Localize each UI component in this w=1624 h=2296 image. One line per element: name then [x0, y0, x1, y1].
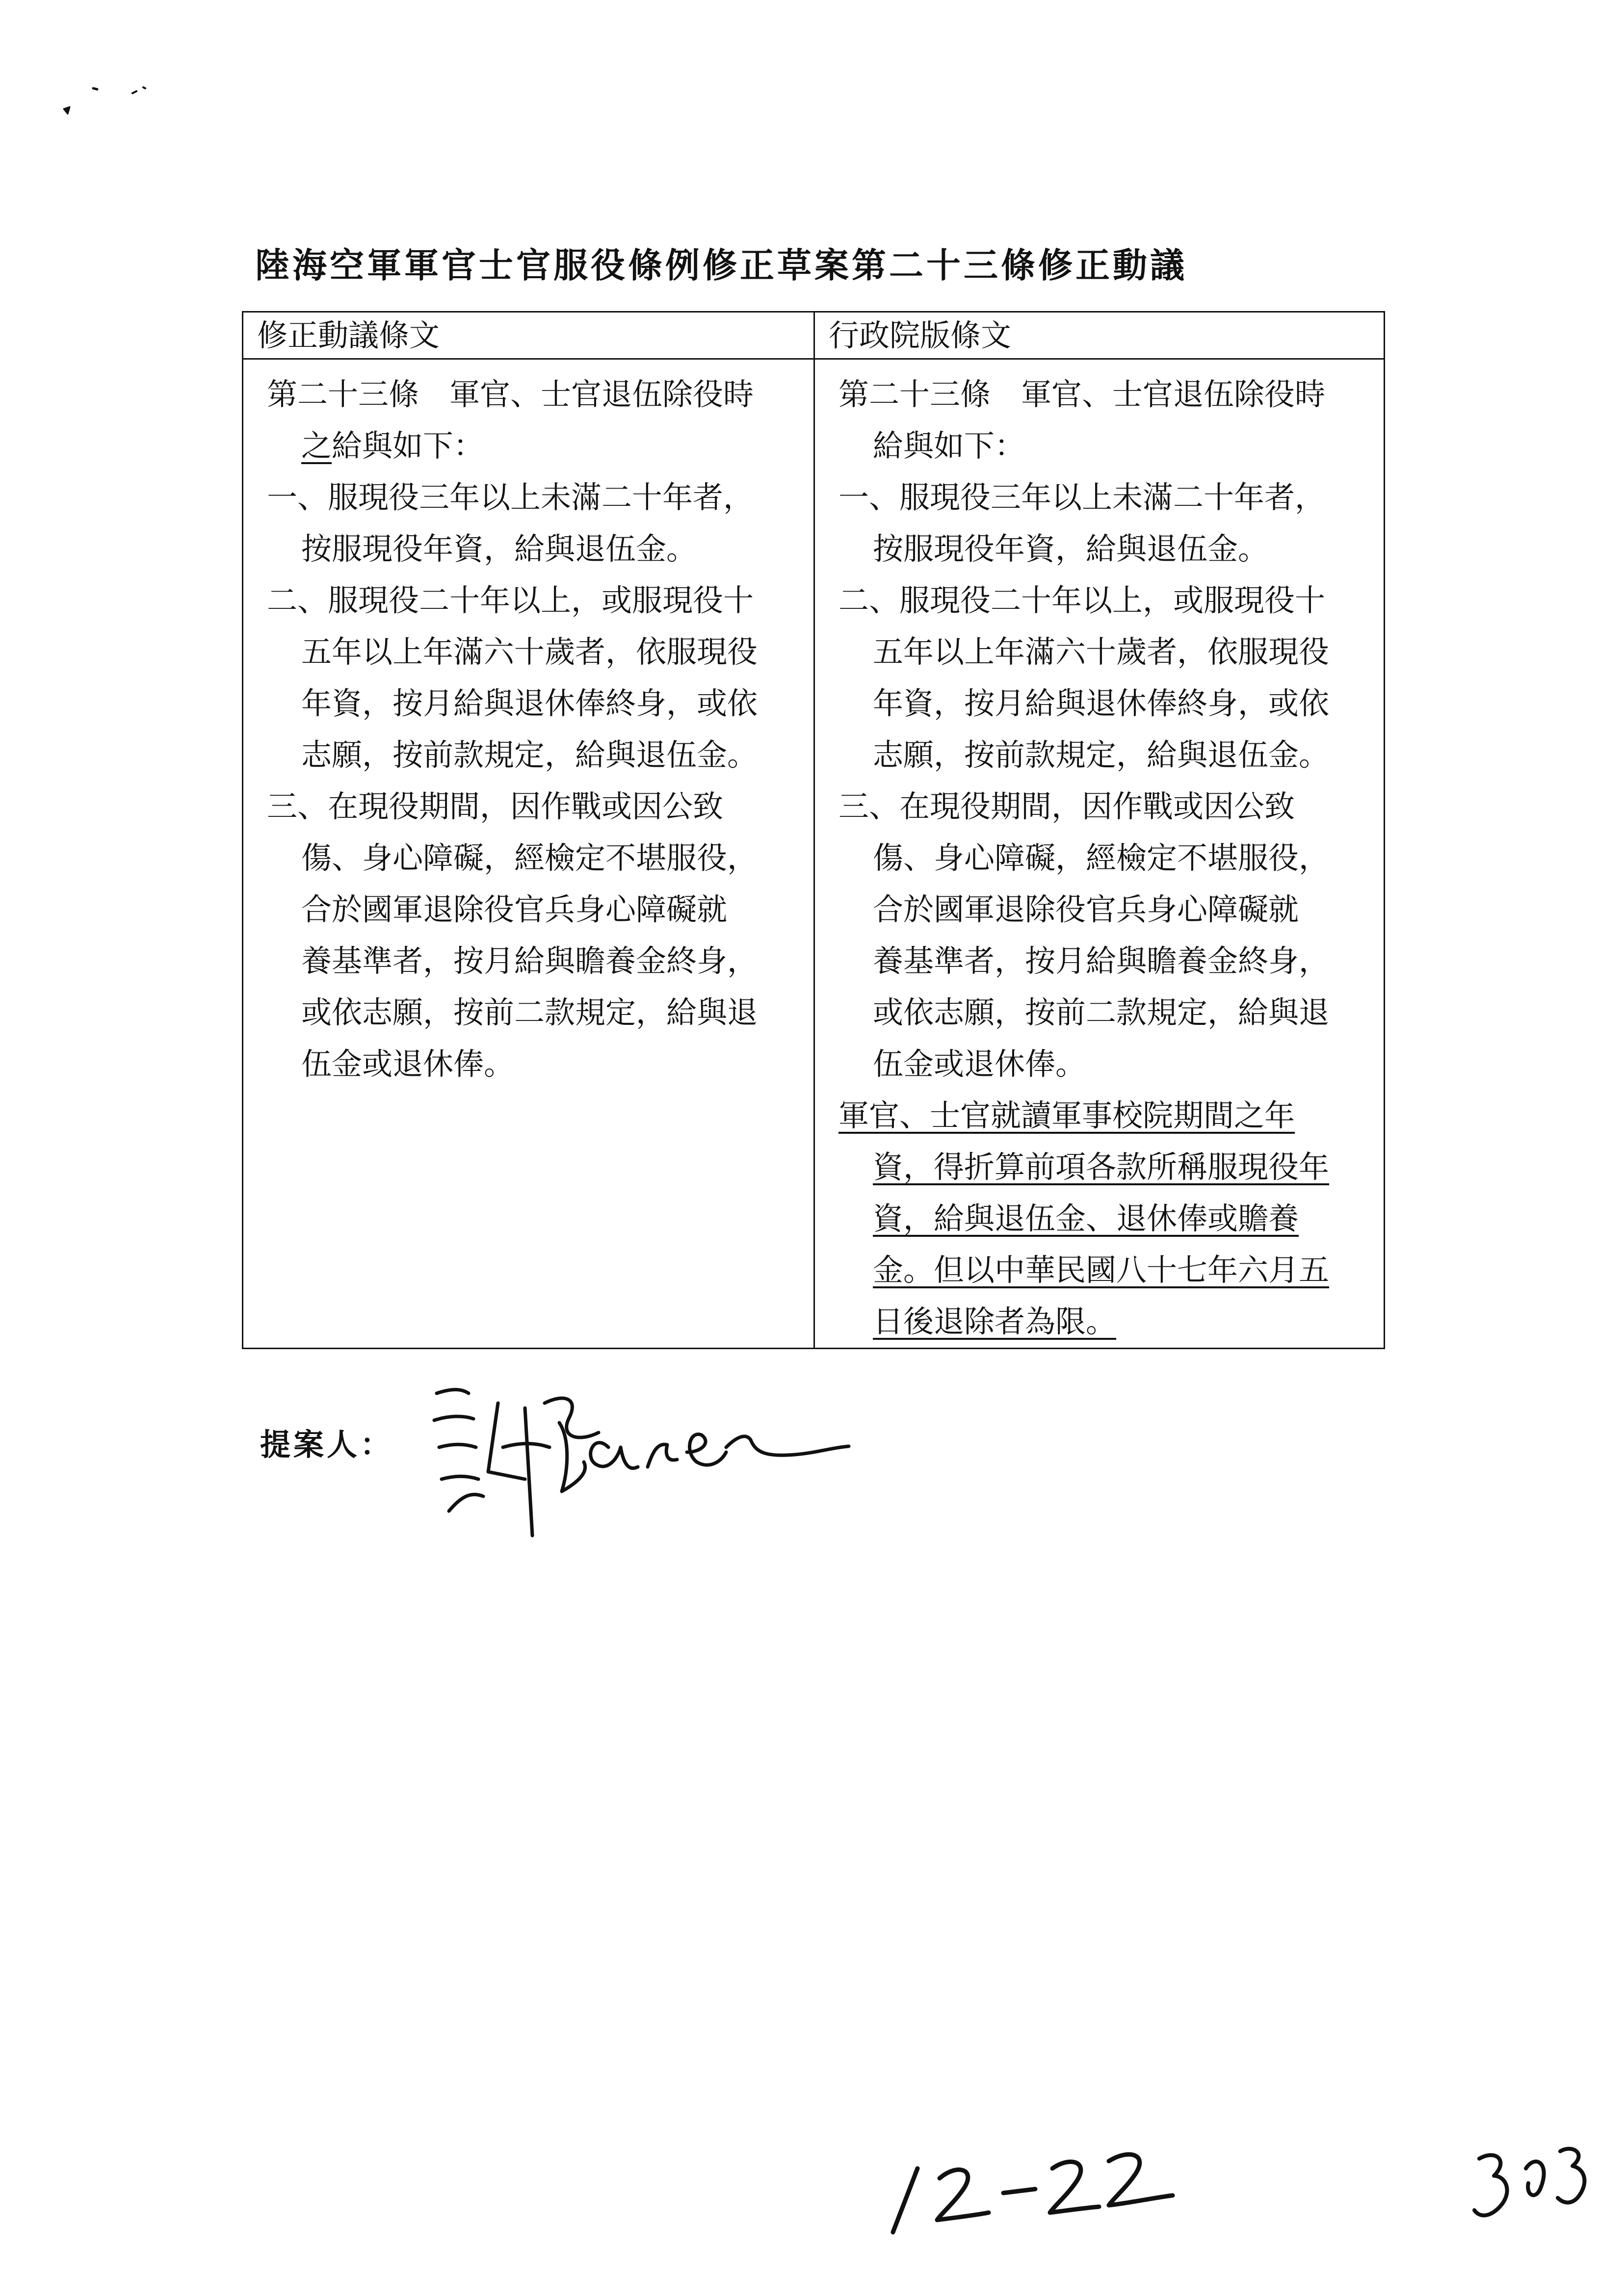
article-heading-cont: [267, 420, 794, 471]
item-2-line: 五年以上年滿六十歲者，依服現役: [873, 634, 1330, 670]
amendment-column-header: 修正動議條文: [243, 313, 813, 360]
extra-paragraph-line: 資，給與退伍金、退休俸或贍養: [873, 1200, 1299, 1236]
executive-yuan-column: [815, 313, 1384, 1348]
item-3-line: 伍金或退休俸。: [301, 1046, 515, 1082]
item-2-line: 年資，按月給與退休俸終身，或依: [301, 685, 758, 721]
extra-paragraph-line: 金。但以中華民國八十七年六月五: [873, 1252, 1330, 1288]
item-1-line: 按服現役年資，給與退伍金。: [873, 531, 1269, 567]
item-1-first: 一、服現役三年以上未滿二十年者，: [838, 479, 1326, 515]
extra-paragraph-first: 軍官、士官就讀軍事校院期間之年: [838, 1097, 1295, 1133]
handwritten-page-number: [1467, 2139, 1599, 2232]
article-heading: 第二十三條 軍官、士官退伍除役時: [838, 376, 1326, 412]
executive-yuan-column-header: 行政院版條文: [815, 313, 1384, 360]
item-3-line: 合於國軍退除役官兵身心障礙就: [873, 891, 1299, 927]
scan-specks: [59, 78, 167, 123]
item-3-line: 傷、身心障礙，經檢定不堪服役，: [873, 840, 1330, 876]
item-3-first: 三、在現役期間，因作戰或因公致: [267, 788, 724, 824]
amendment-text: [243, 360, 813, 1090]
item-3-line: 或依志願，按前二款規定，給與退: [301, 994, 758, 1030]
executive-yuan-text: [815, 360, 1384, 1347]
item-1-line: 按服現役年資，給與退伍金。: [301, 531, 697, 567]
added-word: 之: [301, 428, 332, 464]
item-3-line: 合於國軍退除役官兵身心障礙就: [301, 891, 728, 927]
comparison-table: [242, 311, 1385, 1349]
item-3-first: 三、在現役期間，因作戰或因公致: [838, 788, 1295, 824]
handwritten-signature: [422, 1374, 854, 1550]
handwritten-date: [878, 2134, 1202, 2247]
item-3-line: 傷、身心障礙，經檢定不堪服役，: [301, 840, 758, 876]
article-heading: 第二十三條 軍官、士官退伍除役時: [267, 376, 754, 412]
item-2-line: 年資，按月給與退休俸終身，或依: [873, 685, 1330, 721]
amendment-column: [243, 313, 815, 1348]
extra-paragraph-line: 資，得折算前項各款所稱服現役年: [873, 1149, 1330, 1185]
item-2-line: 五年以上年滿六十歲者，依服現役: [301, 634, 758, 670]
item-3-line: 或依志願，按前二款規定，給與退: [873, 994, 1330, 1030]
item-2-first: 二、服現役二十年以上，或服現役十: [267, 582, 754, 618]
proposer-label: 提案人：: [260, 1427, 394, 1462]
item-3-line: 養基準者，按月給與瞻養金終身，: [873, 943, 1330, 979]
document-title: 陸海空軍軍官士官服役條例修正草案第二十三條修正動議: [255, 245, 1187, 286]
article-heading-cont: 給與如下：: [873, 428, 1025, 464]
item-2-line: 志願，按前款規定，給與退伍金。: [301, 737, 758, 773]
item-1-first: 一、服現役三年以上未滿二十年者，: [267, 479, 754, 515]
item-3-line: 伍金或退休俸。: [873, 1046, 1086, 1082]
extra-paragraph-line: 日後退除者為限。: [873, 1304, 1117, 1339]
article-heading-rest: 給與如下：: [332, 428, 484, 464]
item-3-line: 養基準者，按月給與瞻養金終身，: [301, 943, 758, 979]
item-2-line: 志願，按前款規定，給與退伍金。: [873, 737, 1330, 773]
item-2-first: 二、服現役二十年以上，或服現役十: [838, 582, 1326, 618]
